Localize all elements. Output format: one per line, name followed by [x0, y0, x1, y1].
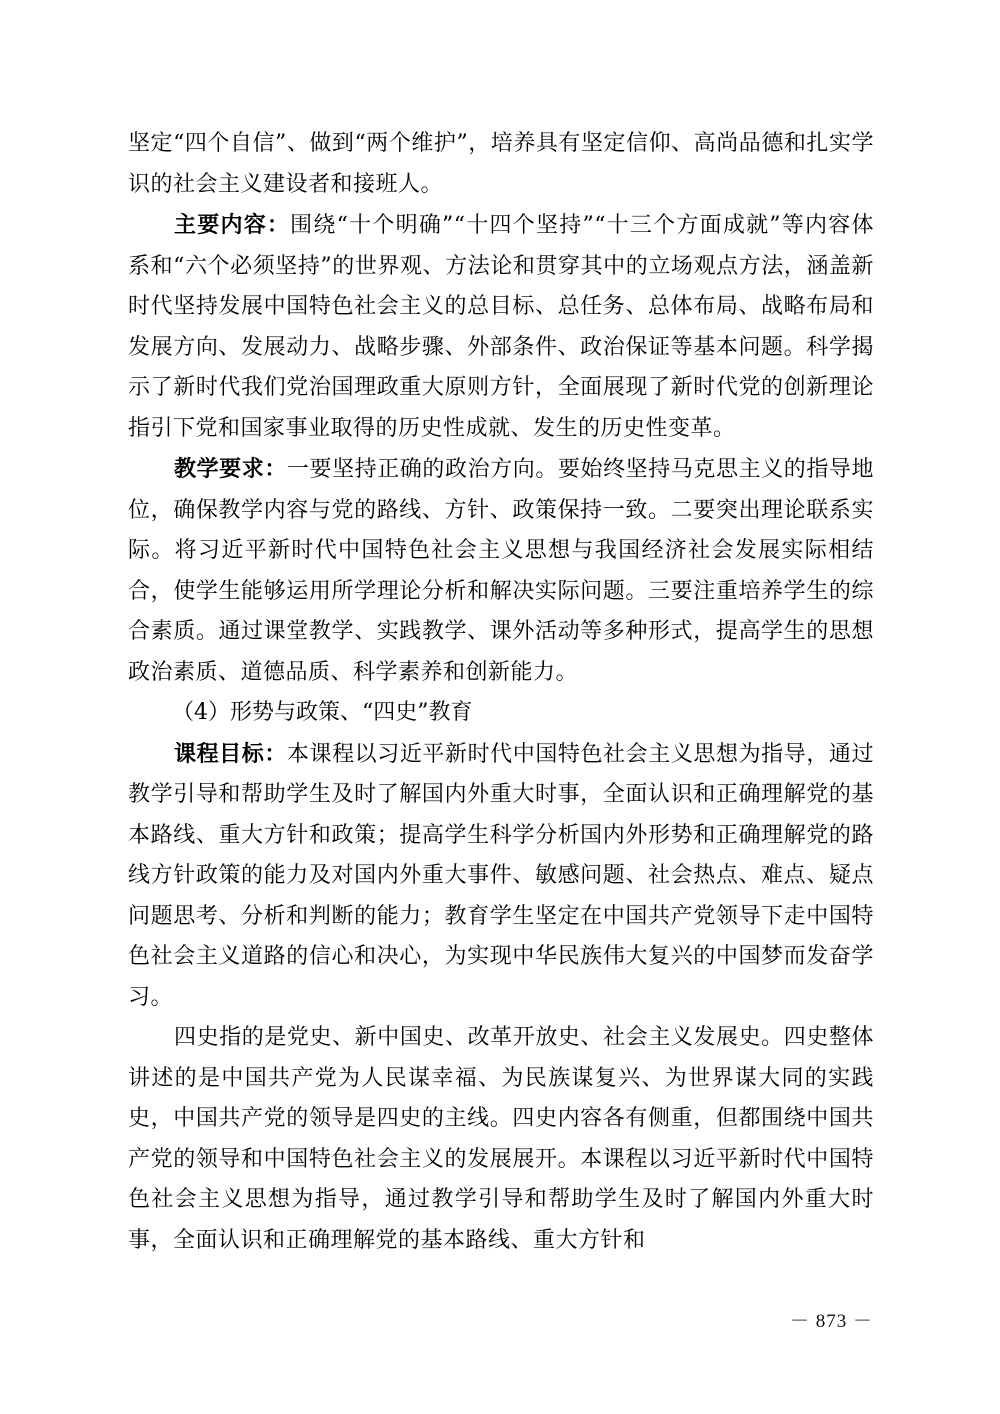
paragraph-text: 一要坚持正确的政治方向。要始终坚持马克思主义的指导地位，确保教学内容与党的路线、方针、政策保持一致。二要突出理论联系实际。将习近平新时代中国特色社会主义思想与我国经济社会发展实际相结合，使学生能够运用所学理论分析和解决实际问题。三要注重培养学生的综合素质。通过课堂教学、实践教学、课外活动等多种形式，提高学生的思想政治素质、道德品质、科学素养和创新能力。	[128, 457, 874, 685]
paragraph-text: 坚定“四个自信”、做到“两个维护”，培养具有坚定信仰、高尚品德和扎实学识的社会主义建设者和接班人。	[128, 131, 874, 197]
section-heading-main-content: 主要内容：	[174, 212, 291, 238]
subsection-title: （4）形势与政策、“四史”教育	[172, 700, 473, 725]
paragraph-main-content	[128, 205, 874, 449]
document-body	[128, 124, 874, 1261]
page-number: － 873 －	[790, 1311, 874, 1332]
paragraph-four-histories	[128, 1018, 874, 1261]
paragraph-teaching-requirements	[128, 449, 874, 693]
paragraph-text: 本课程以习近平新时代中国特色社会主义思想为指导，通过教学引导和帮助学生及时了解国内外重大时事，全面认识和正确理解党的基本路线、重大方针和政策；提高学生科学分析国内外形势和正确理解党的路线方针政策的能力及对国内外重大事件、敏感问题、社会热点、难点、疑点问题思考、分析和判断的能力；教育学生坚定在中国共产党领导下走中国特色社会主义道路的信心和决心，为实现中华民族伟大复兴的中国梦而发奋学习。	[128, 741, 874, 1010]
section-heading-teaching-requirements: 教学要求：	[174, 456, 287, 482]
paragraph-text: 围绕“十个明确”“十四个坚持”“十三个方面成就”等内容体系和“六个必须坚持”的世界观、方法论和贯穿其中的立场观点方法，涵盖新时代坚持发展中国特色社会主义的总目标、总任务、总体布局、战略布局和发展方向、发展动力、战略步骤、外部条件、政治保证等基本问题。科学揭示了新时代我们党治国理政重大原则方针，全面展现了新时代党的创新理论指引下党和国家事业取得的历史性成就、发生的历史性变革。	[128, 213, 874, 441]
paragraph-continuation	[128, 124, 874, 205]
paragraph-course-objective	[128, 734, 874, 1019]
paragraph-text: 四史指的是党史、新中国史、改革开放史、社会主义发展史。四史整体讲述的是中国共产党为人民谋幸福、为民族谋复兴、为世界谋大同的实践史，中国共产党的领导是四史的主线。四史内容各有侧重，但都围绕中国共产党的领导和中国特色社会主义的发展展开。本课程以习近平新时代中国特色社会主义思想为指导，通过教学引导和帮助学生及时了解国内外重大时事，全面认识和正确理解党的基本路线、重大方针和	[128, 1025, 874, 1253]
section-heading-course-objective: 课程目标：	[174, 740, 287, 767]
